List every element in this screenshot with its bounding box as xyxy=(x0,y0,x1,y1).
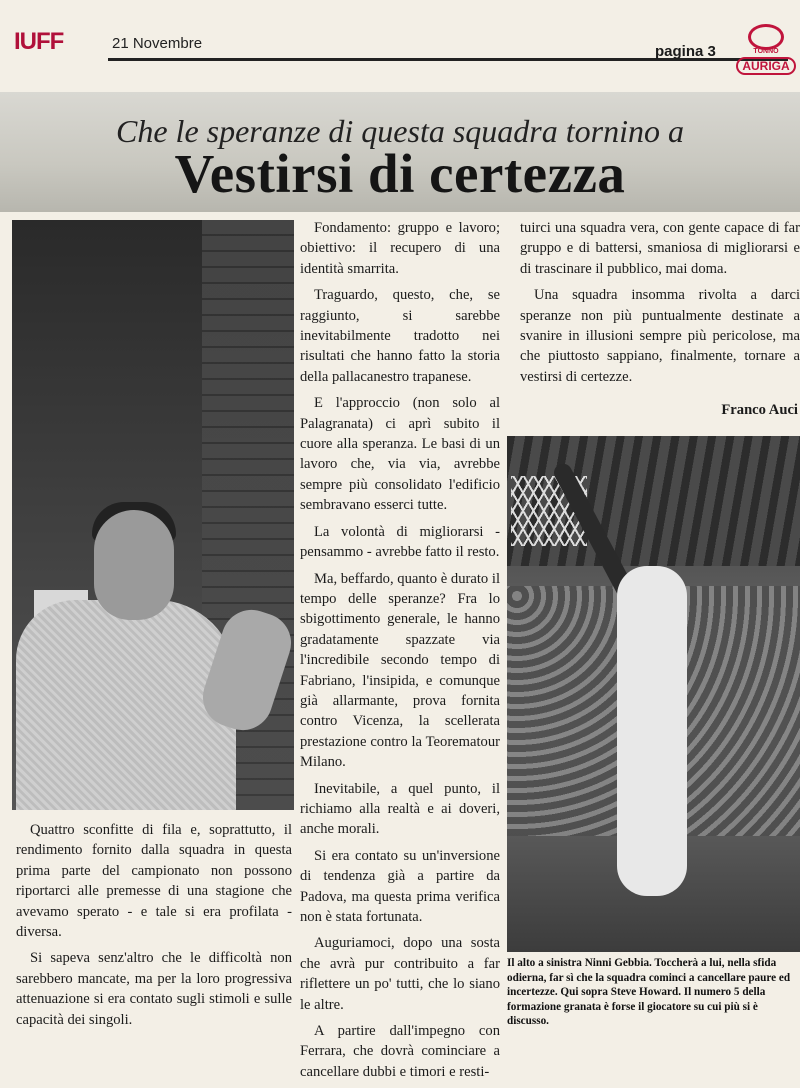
article-author: Franco Auci xyxy=(721,402,798,418)
ball-icon xyxy=(748,24,784,50)
paragraph: La volontà di migliorarsi - pensammo - avrebbe fatto il resto. xyxy=(300,523,500,561)
article-headline: Vestirsi di certezza xyxy=(174,143,626,204)
page-header xyxy=(0,0,800,88)
sponsor-small-text: TONNO xyxy=(753,48,779,55)
paragraph: tuirci una squadra vera, con gente capace di far gruppo e di battersi, smaniosa di migliorarsi e di trascinare il pubblico, mai doma. xyxy=(520,220,800,277)
article-column-middle xyxy=(300,218,500,1088)
article-kicker: Che le speranze di questa squadra tornino a xyxy=(116,113,684,149)
paragraph: Inevitabile, a quel punto, il richiamo alla realtà e ai doveri, anche morali. xyxy=(300,780,500,838)
paragraph: Ma, beffardo, quanto è durato il tempo delle speranze? Fra lo sbigottimento generale, le hanno gradatamente spazzate via l'incredibile secondo tempo di Fabriano, l'insipida, e comunque già allarmante, prova fornita contro Vicenza, la scellerata prestazione contro la Teorematour Milano. xyxy=(300,570,500,771)
paragraph: Fondamento: gruppo e lavoro; obiettivo: il recupero di una identità smarrita. xyxy=(300,220,500,277)
article-column-right xyxy=(520,218,800,393)
photo-coach xyxy=(12,220,294,810)
paragraph: Si era contato su un'inversione di tendenza già a partire da Padova, ma questa prima verifica non è stata fortunata. xyxy=(300,847,500,925)
sponsor-name: AURIGA xyxy=(736,57,796,75)
page-number: pagina 3 xyxy=(655,43,716,60)
paragraph: Una squadra insomma rivolta a darci speranze non più puntualmente destinate a svanire in illusioni sempre più pericolose, ma che piuttosto sappiano, finalmente, tornare a vestirsi di certezze. xyxy=(520,287,800,385)
sponsor-logo xyxy=(736,24,796,82)
paragraph: Auguriamoci, dopo una sosta che avrà pur contribuito a far riflettere un po' tutti, che lo siano le altre. xyxy=(300,935,500,1013)
logo-text: IUFF xyxy=(14,28,64,55)
photo-caption: Il alto a sinistra Ninni Gebbia. Toccherà a lui, nella sfida odierna, far sì che la squadra cominci a cancellare paure ed incertezze. Qui sopra Steve Howard. Il numero 5 della formazione granata è forse il giocatore su cui più si è discusso. xyxy=(507,957,791,1028)
photo-player-dunk xyxy=(507,436,800,952)
paragraph: A partire dall'impegno con Ferrara, che dovrà cominciare a cancellare dubbi e timori e resti- xyxy=(300,1023,500,1080)
paragraph: Quattro sconfitte di fila e, soprattutto, il rendimento fornito dalla squadra in questa prima parte del campionato non possono riportarci alle premesse di una stagione che avevamo sperato - e tale si era profilata - diversa. xyxy=(16,822,292,941)
issue-date: 21 Novembre xyxy=(112,35,203,52)
paragraph: E l'approccio (non solo al Palagranata) ci aprì subito il cuore alla speranza. Le basi di un lavoro che, via via, avrebbe sempre più consolidato l'edificio sembravano esserci tutte. xyxy=(300,395,500,514)
paragraph: Traguardo, questo, che, se raggiunto, si sarebbe inevitabilmente tradotto nei risultati che hanno fatto la storia della pallacanestro trapanese. xyxy=(300,287,500,385)
article-column-left xyxy=(16,820,292,1036)
paragraph: Si sapeva senz'altro che le difficoltà non sarebbero mancate, ma per la loro progressiva attenuazione si era contato sugli stimoli e sulle capacità dei singoli. xyxy=(16,950,292,1028)
